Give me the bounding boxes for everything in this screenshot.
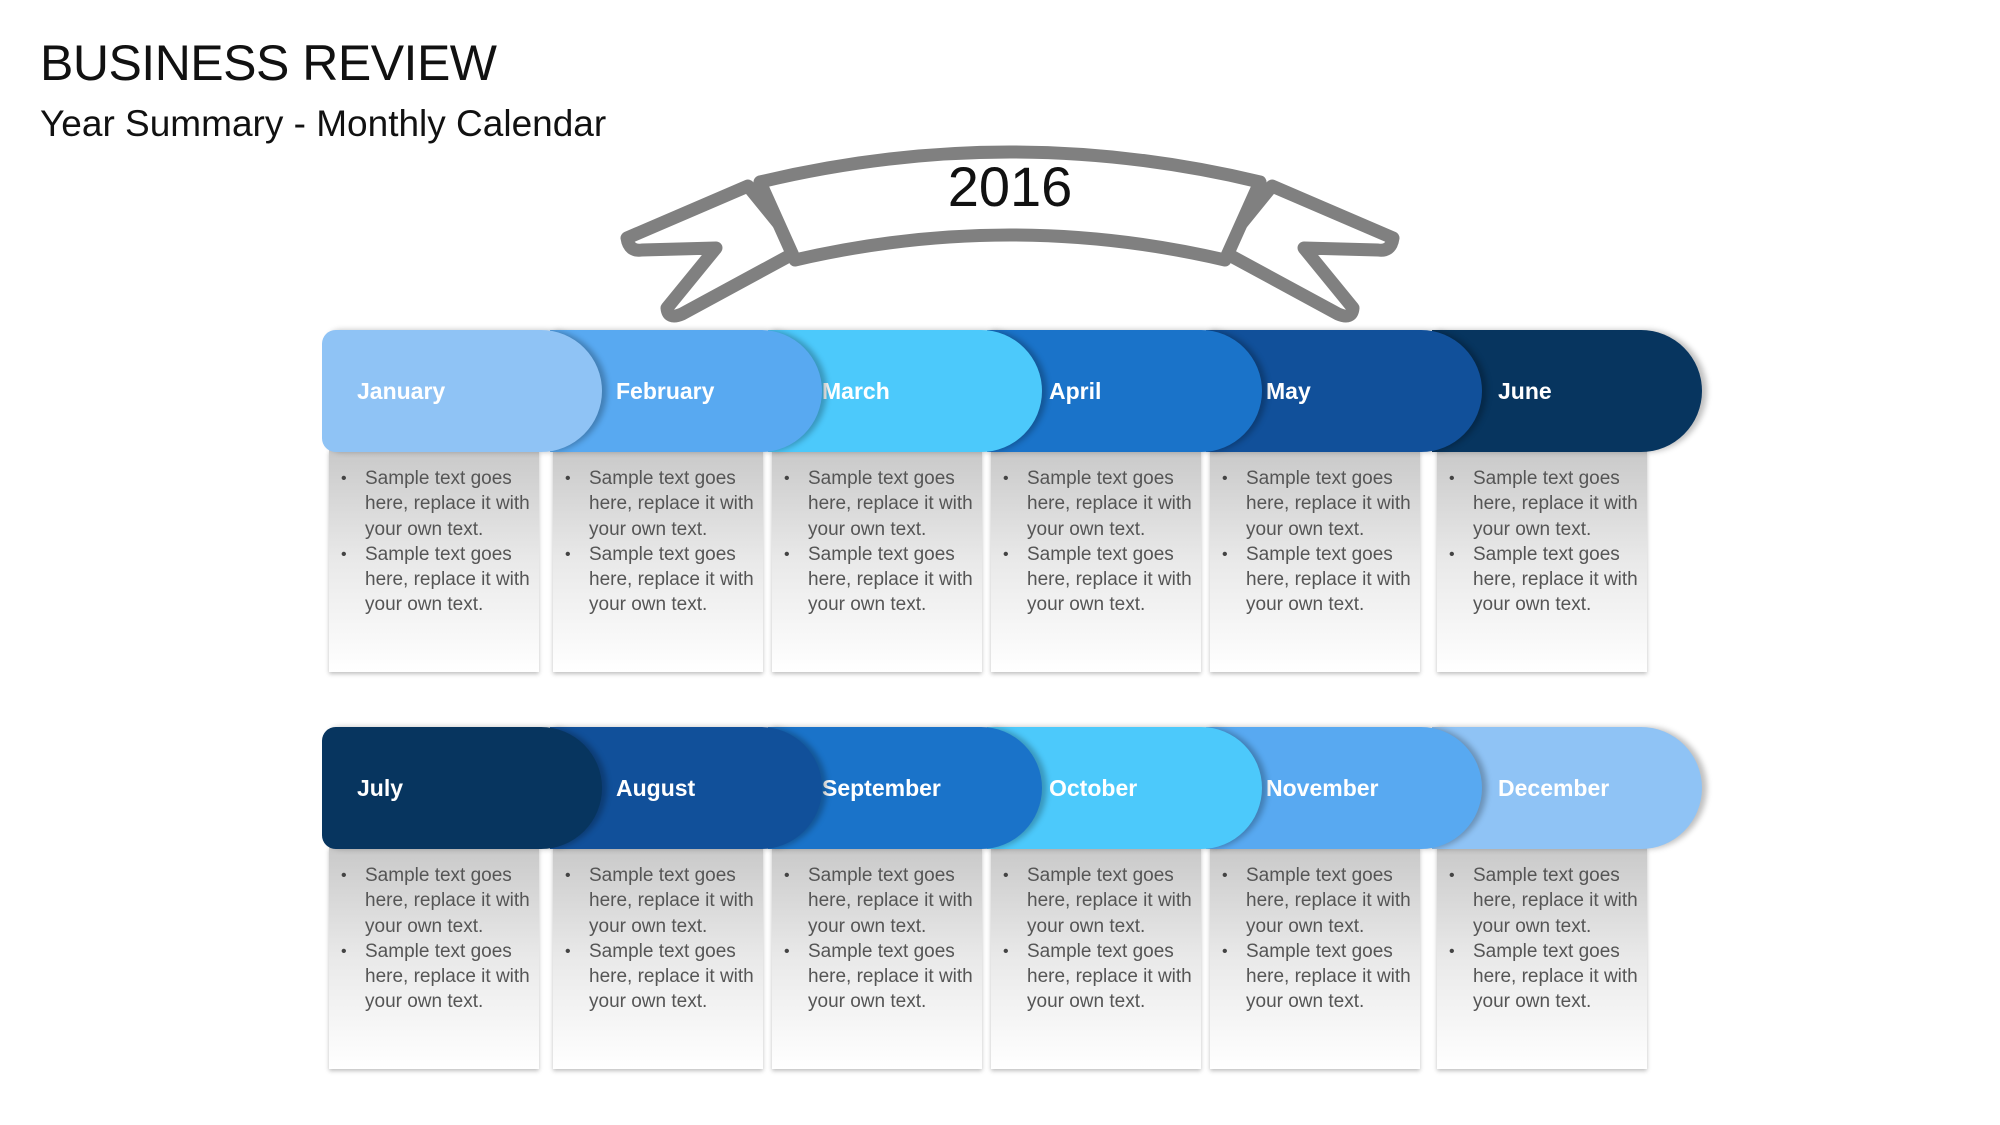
month-label: April (1049, 377, 1102, 404)
month-label: October (1049, 774, 1138, 801)
bullet-list (1437, 847, 1647, 1015)
month-label: July (357, 774, 404, 801)
month-card-october (991, 847, 1201, 1069)
bullet-item: • Sample text goes here, replace it with your own text. (589, 466, 755, 542)
bullet-item: • Sample text goes here, replace it with your own text. (808, 466, 974, 542)
bullet-item: • Sample text goes here, replace it with your own text. (365, 939, 531, 1015)
month-label: June (1498, 377, 1552, 404)
bullet-item: • Sample text goes here, replace it with your own text. (808, 863, 974, 939)
month-card-august (553, 847, 763, 1069)
bullet-list (329, 847, 539, 1015)
bullet-item: • Sample text goes here, replace it with your own text. (1246, 542, 1412, 618)
month-card-february (553, 450, 763, 672)
bullet-item: • Sample text goes here, replace it with your own text. (589, 939, 755, 1015)
month-card-january (329, 450, 539, 672)
month-label: May (1266, 377, 1311, 404)
month-label: November (1266, 774, 1379, 801)
month-card-september (772, 847, 982, 1069)
bullet-item: • Sample text goes here, replace it with your own text. (365, 542, 531, 618)
bullet-item: • Sample text goes here, replace it with your own text. (1473, 939, 1639, 1015)
bullet-list (991, 847, 1201, 1015)
month-label: September (822, 774, 941, 801)
month-tab-july (322, 727, 602, 849)
month-label: February (616, 377, 715, 404)
bullet-item: • Sample text goes here, replace it with your own text. (808, 939, 974, 1015)
bullet-item: • Sample text goes here, replace it with your own text. (365, 466, 531, 542)
bullet-item: • Sample text goes here, replace it with your own text. (589, 542, 755, 618)
slide-title: BUSINESS REVIEW (40, 35, 497, 91)
bullet-item: • Sample text goes here, replace it with your own text. (1246, 466, 1412, 542)
month-card-july (329, 847, 539, 1069)
bullet-item: • Sample text goes here, replace it with your own text. (1473, 863, 1639, 939)
bullet-item: • Sample text goes here, replace it with your own text. (589, 863, 755, 939)
bullet-list (1437, 450, 1647, 618)
bullet-item: • Sample text goes here, replace it with your own text. (1473, 542, 1639, 618)
bullet-item: • Sample text goes here, replace it with your own text. (1027, 863, 1193, 939)
month-tab-january (322, 330, 602, 452)
bullet-list (772, 450, 982, 618)
month-label: December (1498, 774, 1610, 801)
bullet-list (772, 847, 982, 1015)
bullet-list (553, 450, 763, 618)
bullet-list (991, 450, 1201, 618)
month-card-may (1210, 450, 1420, 672)
month-card-june (1437, 450, 1647, 672)
month-label: January (357, 377, 446, 404)
bullet-list (329, 450, 539, 618)
month-label: August (616, 774, 696, 801)
month-card-march (772, 450, 982, 672)
bullet-item: • Sample text goes here, replace it with your own text. (1027, 466, 1193, 542)
bullet-list (553, 847, 763, 1015)
bullet-item: • Sample text goes here, replace it with your own text. (1473, 466, 1639, 542)
bullet-item: • Sample text goes here, replace it with your own text. (1027, 542, 1193, 618)
month-card-november (1210, 847, 1420, 1069)
bullet-item: • Sample text goes here, replace it with your own text. (808, 542, 974, 618)
month-label: March (822, 377, 890, 404)
bullet-item: • Sample text goes here, replace it with your own text. (1027, 939, 1193, 1015)
bullet-list (1210, 450, 1420, 618)
bullet-item: • Sample text goes here, replace it with your own text. (1246, 863, 1412, 939)
bullet-item: • Sample text goes here, replace it with your own text. (1246, 939, 1412, 1015)
month-card-december (1437, 847, 1647, 1069)
banner-year: 2016 (947, 155, 1073, 218)
bullet-list (1210, 847, 1420, 1015)
bullet-item: • Sample text goes here, replace it with your own text. (365, 863, 531, 939)
slide-subtitle: Year Summary - Monthly Calendar (40, 103, 607, 144)
month-card-april (991, 450, 1201, 672)
